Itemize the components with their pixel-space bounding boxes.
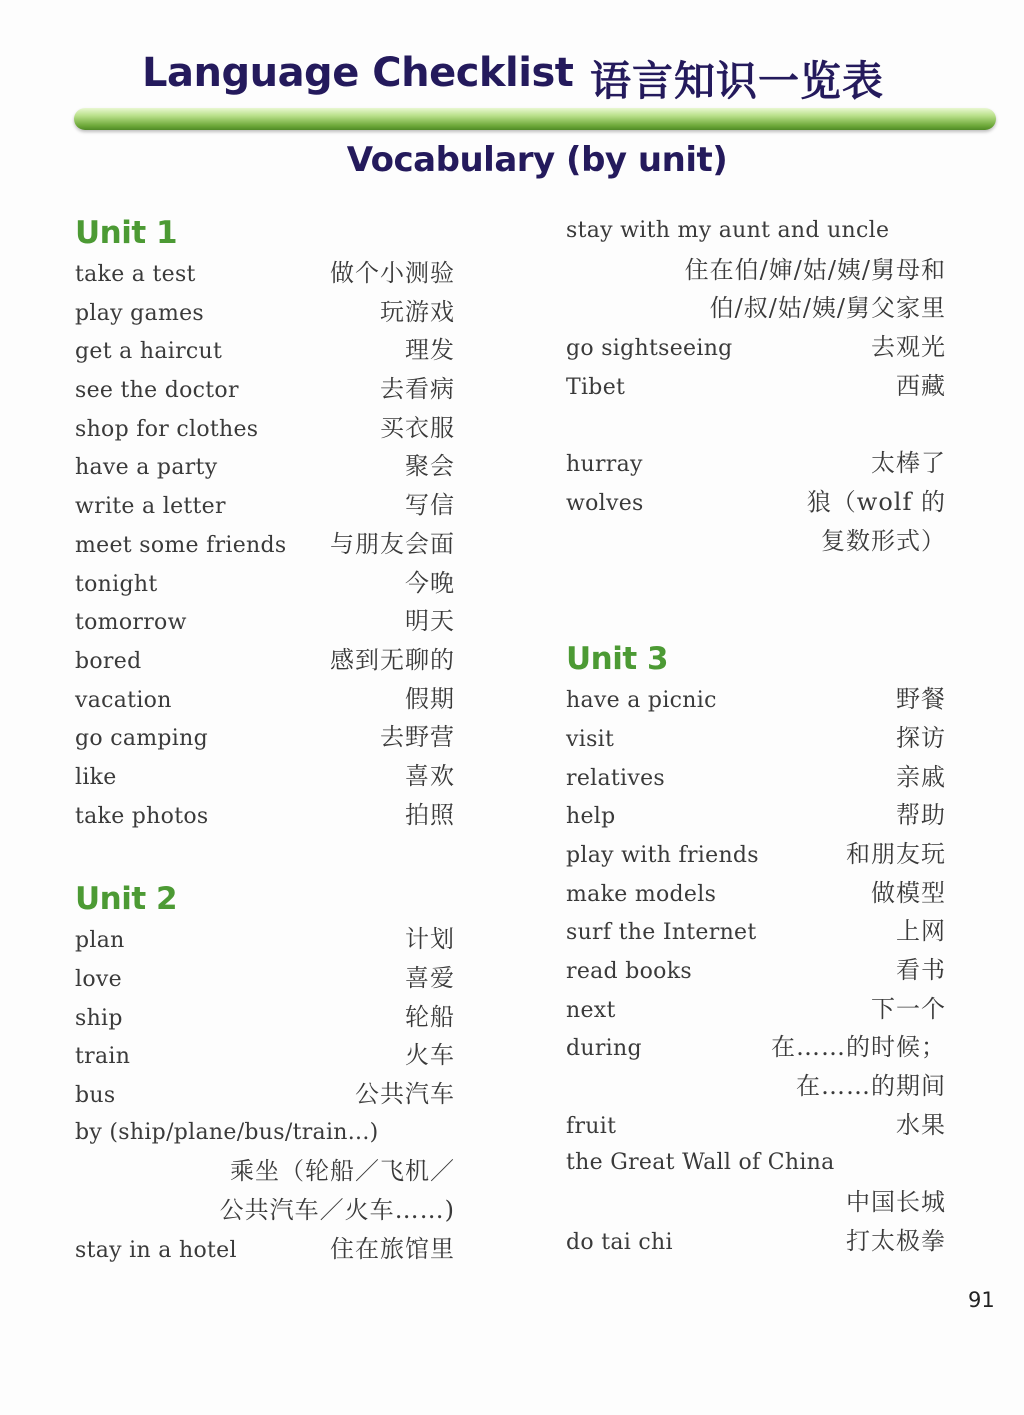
vocab-chinese: 看书 — [896, 956, 946, 984]
vocab-entry-wolves — [566, 483, 946, 560]
vocab-entry — [75, 757, 455, 796]
vocab-entry-by — [75, 1114, 455, 1230]
vocab-chinese: 明天 — [405, 607, 455, 636]
vocab-english: fruit — [566, 1113, 617, 1139]
vocab-chinese: 与朋友会面 — [330, 529, 455, 558]
vocab-entry — [75, 959, 455, 998]
page-number: 91 — [968, 1288, 995, 1312]
page-title-english: Language Checklist — [142, 50, 574, 96]
left-column — [75, 212, 455, 1269]
vocab-english: stay in a hotel — [75, 1237, 237, 1263]
vocab-entry — [566, 796, 946, 835]
vocab-chinese: 帮助 — [896, 801, 946, 830]
vocab-entry — [566, 1106, 946, 1145]
vocab-chinese: 探访 — [896, 723, 946, 752]
vocab-english: Tibet — [566, 374, 626, 400]
vocab-chinese: 今晚 — [405, 568, 455, 597]
page-header — [0, 44, 1024, 104]
vocab-chinese: 计划 — [405, 925, 455, 954]
vocab-english: hurray — [566, 452, 643, 478]
unit-2-continued-list — [566, 212, 946, 560]
vocab-english: make models — [566, 881, 717, 907]
vocab-chinese: 狼（wolf 的 — [806, 487, 946, 516]
vocab-english: like — [75, 764, 117, 790]
vocab-english: by (ship/plane/bus/train...) — [75, 1119, 379, 1145]
vocab-english: see the doctor — [75, 378, 239, 404]
vocab-chinese: 理发 — [405, 336, 455, 365]
vocab-chinese: 住在伯/婶/姑/姨/舅母和 — [684, 255, 946, 284]
vocab-chinese: 住在旅馆里 — [330, 1234, 455, 1263]
vocab-english: love — [75, 967, 122, 992]
vocab-chinese: 乘坐（轮船／飞机／ — [230, 1157, 455, 1186]
vocab-entry — [566, 990, 946, 1029]
vocab-chinese: 水果 — [896, 1110, 946, 1139]
vocab-entry — [75, 998, 455, 1037]
vocab-english: help — [566, 804, 616, 830]
vocab-chinese: 聚会 — [405, 452, 455, 481]
vocab-entry — [75, 602, 455, 641]
vocab-entry — [566, 444, 946, 483]
page-title-chinese: 语言知识一览表 — [590, 57, 884, 105]
vocab-entry — [75, 447, 455, 486]
vocab-english: have a party — [75, 455, 218, 481]
vocab-entry — [75, 254, 455, 293]
vocab-chinese: 野餐 — [896, 685, 946, 714]
vocab-english: have a picnic — [566, 688, 717, 714]
vocab-entry — [75, 1230, 455, 1269]
vocab-chinese: 做个小测验 — [330, 259, 455, 287]
vocab-entry — [75, 370, 455, 409]
unit-2-heading: Unit 2 — [75, 881, 178, 918]
vocab-english: play games — [75, 300, 205, 326]
vocab-english: ship — [75, 1005, 123, 1031]
vocab-entry — [566, 680, 946, 719]
unit-1-list — [75, 254, 455, 834]
vocab-english: relatives — [566, 765, 666, 791]
vocab-chinese: 上网 — [896, 917, 946, 946]
vocab-chinese: 和朋友玩 — [846, 839, 946, 868]
vocab-chinese: 公共汽车／火车……) — [219, 1196, 455, 1225]
vocab-entry — [566, 835, 946, 874]
vocab-english: surf the Internet — [566, 920, 757, 946]
vocab-entry — [566, 1222, 946, 1261]
vocab-entry — [566, 758, 946, 797]
vocab-entry — [75, 920, 455, 959]
vocab-english: the Great Wall of China — [566, 1150, 835, 1176]
vocab-chinese: 做模型 — [871, 878, 946, 907]
vocab-entry — [75, 641, 455, 680]
unit-3-list — [566, 680, 946, 1260]
vocab-entry-stay-with — [566, 212, 946, 328]
vocab-entry — [75, 796, 455, 835]
vocab-entry — [75, 1036, 455, 1075]
vocab-chinese: 假期 — [405, 684, 455, 713]
vocab-chinese: 喜爱 — [405, 964, 455, 992]
vocab-english: take a test — [75, 262, 196, 287]
title-divider-bar — [74, 108, 996, 130]
vocab-english: tonight — [75, 571, 158, 597]
vocab-english: bus — [75, 1083, 116, 1109]
vocab-entry — [75, 718, 455, 757]
vocab-chinese: 在……的期间 — [796, 1072, 946, 1101]
vocab-english: meet some friends — [75, 532, 287, 558]
vocab-english: write a letter — [75, 494, 226, 520]
vocab-chinese: 中国长城 — [846, 1188, 946, 1217]
vocab-english: take photos — [75, 803, 209, 829]
vocab-chinese: 写信 — [405, 491, 455, 520]
vocab-entry — [566, 951, 946, 990]
vocab-chinese: 伯/叔/姑/姨/舅父家里 — [709, 294, 946, 323]
vocab-chinese: 火车 — [405, 1041, 455, 1070]
vocab-english: read books — [566, 959, 692, 984]
vocab-english: visit — [566, 726, 615, 752]
unit-1-heading: Unit 1 — [75, 215, 178, 251]
vocab-entry-during — [566, 1028, 946, 1105]
vocab-chinese: 太棒了 — [871, 449, 946, 478]
vocab-entry — [75, 486, 455, 525]
vocab-entry — [566, 719, 946, 758]
vocab-chinese: 感到无聊的 — [330, 645, 455, 674]
section-title: Vocabulary (by unit) — [346, 140, 728, 180]
vocab-chinese: 亲戚 — [896, 762, 946, 791]
vocab-chinese: 打太极拳 — [846, 1226, 946, 1255]
vocab-chinese: 西藏 — [896, 371, 946, 400]
vocab-chinese: 喜欢 — [405, 761, 455, 790]
vocab-chinese: 去看病 — [380, 375, 455, 404]
vocab-entry — [75, 293, 455, 332]
vocab-chinese: 下一个 — [871, 994, 946, 1023]
vocab-entry — [75, 680, 455, 719]
vocab-entry — [75, 409, 455, 448]
vocab-chinese: 公共汽车 — [355, 1080, 455, 1109]
vocab-english: get a haircut — [75, 339, 223, 365]
vocab-chinese: 玩游戏 — [380, 297, 455, 326]
vocab-english: plan — [75, 928, 125, 954]
vocab-chinese: 去野营 — [380, 723, 455, 752]
right-column — [566, 212, 946, 1261]
vocab-entry — [566, 874, 946, 913]
vocab-chinese: 在……的时候； — [771, 1033, 946, 1062]
unit-3-heading: Unit 3 — [566, 641, 669, 678]
vocab-chinese: 轮船 — [405, 1002, 455, 1031]
vocab-english: go camping — [75, 726, 208, 752]
vocab-english: next — [566, 997, 616, 1023]
vocab-entry — [75, 564, 455, 603]
vocab-english: do tai chi — [566, 1229, 673, 1255]
vocab-entry — [566, 912, 946, 951]
vocab-chinese: 买衣服 — [380, 413, 455, 442]
vocab-english: vacation — [75, 687, 172, 713]
vocab-english: stay with my aunt and uncle — [566, 218, 890, 243]
vocab-english: bored — [75, 648, 142, 674]
vocab-entry — [75, 331, 455, 370]
vocab-entry — [566, 367, 946, 406]
vocab-english: tomorrow — [75, 610, 187, 636]
vocab-english: during — [566, 1036, 642, 1062]
vocab-chinese: 去观光 — [871, 333, 946, 362]
vocab-english: play with friends — [566, 842, 759, 868]
vocab-entry-great-wall — [566, 1144, 946, 1221]
vocab-entry — [566, 328, 946, 367]
vocab-english: shop for clothes — [75, 416, 259, 442]
vocab-english: go sightseeing — [566, 336, 733, 362]
vocab-chinese: 拍照 — [405, 800, 455, 829]
vocab-chinese: 复数形式） — [821, 526, 946, 555]
vocab-entry — [75, 1075, 455, 1114]
vocab-english: wolves — [566, 490, 644, 516]
vocab-entry — [75, 525, 455, 564]
vocab-english: train — [75, 1044, 131, 1070]
unit-2-list — [75, 920, 455, 1268]
